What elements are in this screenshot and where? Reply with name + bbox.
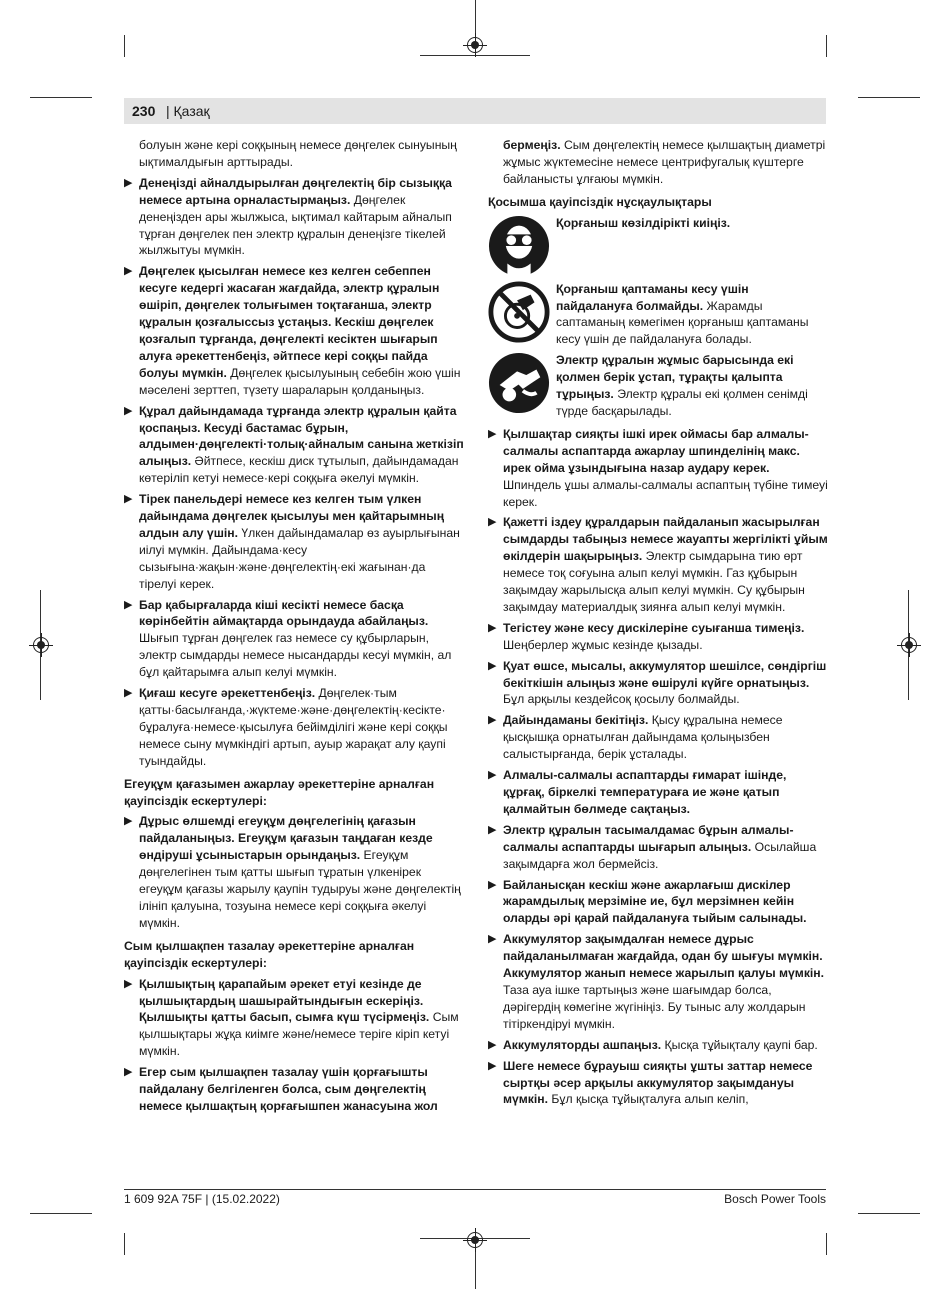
bullet-text: Әйтпесе, кескіш диск тұтылып, дайындамадан көтеріліп кетуі немесе·кері соққыға әкелуі мүмкін. <box>139 454 459 486</box>
intro-text: болуын және кері соққының немесе дөңгелек сынуының ықтималдығын арттырады. <box>139 138 457 169</box>
bullet-arrow-icon: ▶ <box>124 265 133 278</box>
bullet-bold-text: Дайындаманы бекітіңіз. <box>503 713 649 728</box>
bullet-item <box>488 822 828 873</box>
bullet-bold-text: Байланысқан кескіш және ажарлағыш дискілер жарамдылық мерзіміне ие, бұл мерзімнен кейін оларды әрі қарай пайдалануға тыйым салынады. <box>503 877 807 926</box>
crop-mark <box>30 97 92 98</box>
section-heading-wire-brush: Сым қылшақпен тазалау әрекеттеріне арналған қауіпсіздік ескертулері: <box>124 938 415 970</box>
right-column <box>488 137 828 1112</box>
bullet-text: Бұл арқылы кездейсоқ қосылу болмайды. <box>503 692 740 707</box>
brand-name: Bosch Power Tools <box>724 1192 826 1206</box>
bullet-arrow-icon: ▶ <box>488 714 497 727</box>
pictogram-goggles-text: Қорғаныш көзілдірікті киіңіз. <box>556 215 731 230</box>
bullet-bold-text: Электр құралын тасымалдамас бұрын алмалы-салмалы аспаптарды шығарып алыңыз. <box>503 822 794 854</box>
bullet-arrow-icon: ▶ <box>124 598 133 611</box>
bullet-bold-text: Құрал дайындамада тұрғанда электр құралын қайта қоспаңыз. Кесуді бастамас бұрын, алдымен·дөңгелекті·толық·айналым санына жеткізіп алыңыз. <box>139 403 464 469</box>
crop-mark <box>858 97 920 98</box>
bullet-bold-text: Қылшықтың қарапайым әрекет етуі кезінде де қылшықтардың шашырайтындығын ескеріңіз. Қылшықты қатты басып, сымға күш түсірмеңіз. <box>139 976 430 1025</box>
bullet-item <box>488 426 828 511</box>
section-heading-sanding: Егеуқұм қағазымен ажарлау әрекеттеріне арналған қауіпсіздік ескертулері: <box>124 776 435 808</box>
registration-mark-icon <box>467 1232 483 1248</box>
pictogram-no-guard <box>488 281 828 349</box>
bullet-arrow-icon: ▶ <box>124 815 133 828</box>
bullet-text: Шпиндель ұшы алмалы-салмалы аспаптың түбіне тимеуі керек. <box>503 477 828 509</box>
registration-mark-icon <box>467 37 483 53</box>
bullet-arrow-icon: ▶ <box>124 1066 133 1079</box>
items2 <box>124 813 464 931</box>
crop-mark <box>826 1233 827 1255</box>
bullet-item <box>124 263 464 398</box>
pictogram-two-hands-text: Электр құралын жұмыс барысында екі қолмен берік ұстап, тұрақты қалыпта тұрыңыз. Электр құралы екі қолмен сенімді түрде басқарылады. <box>556 353 808 418</box>
crop-mark <box>826 35 827 57</box>
bullet-text: Электр сымдарына тию өрт немесе тоқ соғуына алып келуі мүмкін. Газ құбырын зақымдау жарылысқа алып келуі мүмкін. Су құбырын зақымдау материалдық зиянға алып келуі мүмкін. <box>503 549 805 614</box>
bullet-bold-text: Алмалы-салмалы аспаптарды ғимарат ішінде, құрғақ, біркелкі температураға ие және қатып қалмайтын бөлмеде сақтаңыз. <box>503 768 787 816</box>
pictogram-two-hands <box>488 352 828 420</box>
crop-mark <box>124 35 125 57</box>
bullet-text: Егеуқұм дөңгелегінен тым қатты шығып тұратын үлкенірек егеуқұм қағазы жарылу қаупін тудыруы және дөңгелектің ілініп қалуына, тозуына немесе кері соққыға әкелуі мүмкін. <box>139 848 461 930</box>
safety-goggles-icon <box>488 215 550 277</box>
bullet-arrow-icon: ▶ <box>124 493 133 506</box>
bullet-item <box>488 767 828 818</box>
bullet-bold-text: Тегістеу және кесу дискілеріне суығанша тимеңіз. <box>503 620 805 635</box>
bullet-bold-text: Қажетті іздеу құралдарын пайдаланып жасырылған сымдарды табыңыз немесе жауапты жергілікті ұйым өкілдерін шақырыңыз. <box>503 515 828 564</box>
bullet-bold-text: Денеңізді айналдырылған дөңгелектің бір сызыққа немесе артына орналастырмаңыз. <box>139 175 452 207</box>
pictogram-no-guard-text: Қорғаныш қаптаманы кесу үшін пайдалануға болмайды. Жарамды саптаманың көмегімен қорғаныш қаптаманы кесу үшін де пайдалануға болады. <box>556 281 809 347</box>
bullet-arrow-icon: ▶ <box>488 1059 497 1072</box>
crop-mark <box>124 1233 125 1255</box>
bullet-bold-text: Бар қабырғаларда кіші кесікті немесе басқа көрінбейтін аймақтарда орындауда абайлаңыз. <box>139 597 429 629</box>
bullet-arrow-icon: ▶ <box>488 769 497 782</box>
bullet-arrow-icon: ▶ <box>488 933 497 946</box>
bullet-arrow-icon: ▶ <box>124 176 133 189</box>
bullet-text: Бұл қысқа тұйықталуға алып келіп, <box>548 1092 749 1107</box>
bullet-text: Қысу құралына немесе қысқышқа орнатылған дайындама қолыңызбен салыстырғанда, берік ұсталады. <box>503 713 783 762</box>
bullet-bold-text: Шеге немесе бұрауыш сияқты ұшты заттар немесе сыртқы әсер арқылы аккумулятор зақымдануы мүмкін. <box>503 1058 813 1107</box>
bullet-text: Шеңберлер жұмыс кезінде қызады. <box>503 637 703 652</box>
crop-mark <box>475 1250 476 1289</box>
registration-mark-icon <box>901 637 917 653</box>
bullet-arrow-icon: ▶ <box>488 516 497 529</box>
bullet-arrow-icon: ▶ <box>124 687 133 700</box>
section-heading-additional: Қосымша қауіпсіздік нұсқаулықтары <box>488 194 712 209</box>
bullet-item <box>124 813 464 931</box>
pictogram-goggles <box>488 215 828 273</box>
bullet-item <box>124 491 464 592</box>
bullet-item <box>124 175 464 260</box>
bullet-text: Сым қылшықтары жұқа киімге және/немесе теріге кіріп кетуі мүмкін. <box>139 1010 459 1059</box>
bullet-item <box>488 877 828 928</box>
bullet-text: Осылайша зақымдарға жол бермейсіз. <box>503 839 817 871</box>
items1 <box>124 175 464 770</box>
bullet-arrow-icon: ▶ <box>124 977 133 990</box>
bullet-arrow-icon: ▶ <box>488 659 497 672</box>
bullet-bold-text: Аккумуляторды ашпаңыз. <box>503 1037 662 1052</box>
bullet-item <box>488 620 828 654</box>
no-guard-for-cutting-icon <box>488 281 550 343</box>
bullet-text: Үлкен дайындамалар өз ауырлығынан иілуі мүмкін. Дайындама·кесу сызығына·жақын·және·дөңгелектің·екі жағынан·да тірелуі керек. <box>139 525 460 591</box>
bullet-text: Дөңгелек·тым қатты·басылғанда,·жүктеме·және·дөңгелектің·кесікте· бұралуға·немесе·қысылуға бейімділігі және кері соққы немесе сыну мүмкіндігі артып, ауыр жарақат алу қаупі туындайды. <box>139 686 448 768</box>
bullet-text: Қысқа тұйықталу қаупі бар. <box>661 1037 818 1052</box>
items3 <box>124 976 464 1115</box>
crop-mark <box>858 1213 920 1214</box>
bullet-item <box>124 976 464 1061</box>
registration-mark-icon <box>33 637 49 653</box>
footer-divider <box>124 1189 826 1190</box>
bullet-text: Дөңгелек қысылуының себебін жою үшін мәселені зерттеп, түзету шараларын қолданыңыз. <box>139 365 461 397</box>
document-id: 1 609 92A 75F | (15.02.2022) <box>124 1192 280 1206</box>
bullet-bold-text: Егер сым қылшақпен тазалау үшін қорғағышты пайдалану белгіленген болса, сым дөңгелектің немесе қылшақтың қорғағышпен жанасуына жол <box>139 1065 438 1113</box>
bullet-item <box>124 597 464 682</box>
bullet-item <box>124 1064 464 1115</box>
crop-mark <box>30 1213 92 1214</box>
page-number: 230 <box>132 103 156 119</box>
two-hands-grip-icon <box>488 352 550 414</box>
left-column <box>124 137 464 1119</box>
bullet-item <box>488 1037 828 1054</box>
bullet-text: Шығып тұрған дөңгелек газ немесе су құбырларын, электр сымдарды немесе нысандарды кесуі мүмкін, ал бұл қайтарымға алып келуі мүмкін. <box>139 631 452 680</box>
bullet-arrow-icon: ▶ <box>488 427 497 440</box>
bullet-bold-text: Қиғаш кесуге әрекеттенбеңіз. <box>139 686 316 701</box>
bullet-bold-text: Қылшақтар сияқты ішкі ирек оймасы бар алмалы-салмалы аспаптарда ажарлау шпинделінің макс. ирек ойма ұзындығына назар аудару керек. <box>503 426 809 475</box>
bullet-item <box>488 658 828 709</box>
page-header <box>124 98 826 124</box>
continued-text: бермеңіз. Сым дөңгелектің немесе қылшақтың диаметрі жұмыс жүктемесіне немесе центрифугалық күштерге байланысты ұлғаюы мүмкін. <box>503 138 826 186</box>
bullet-item <box>488 931 828 1032</box>
bullet-arrow-icon: ▶ <box>488 1038 497 1051</box>
bullet-bold-text: Тірек панельдері немесе кез келген тым үлкен дайындама дөңгелек қысылуы мен қайтарымның алдын алу үшін. <box>139 492 445 540</box>
bullet-bold-text: Дұрыс өлшемді егеуқұм дөңгелегінің қағазын пайдаланыңыз. Егеуқұм қағазын таңдаған кезде өндіруші ұсыныстарын орындаңыз. <box>139 814 433 863</box>
language-label: | Қазақ <box>166 103 210 119</box>
bullet-arrow-icon: ▶ <box>124 404 133 417</box>
bullet-arrow-icon: ▶ <box>488 621 497 634</box>
bullet-bold-text: Дөңгелек қысылған немесе кез келген себеппен кесуге кедергі жасаған жағдайда, электр құралын өшіріп, дөңгелек толығымен тоқтағанша, электр құралын қозғалыссыз ұстаңыз. Кескіш дөңгелек қозғалып тұрғанда, дөңгелекті кесіктен шығарып алуға әрекеттенбеңіз, әйтпесе кері соққы пайда болуы мүмкін. <box>139 264 440 380</box>
bullet-item <box>488 712 828 763</box>
bullet-bold-text: Қуат өшсе, мысалы, аккумулятор шешілсе, сөндіргіш бекіткішін алыңыз және өшірулі күйге орнатыңыз. <box>503 658 827 690</box>
bullet-text: Дөңгелек денеңізден ары жылжыса, ықтимал кайтарым айналып тұрған дөңгелек пен электр құралын денеңізге тікелей жылжытуы мүмкін. <box>139 192 452 258</box>
bullet-text: Таза ауа ішке тартыңыз және шағымдар болса, дәрігердің көмегіне жүгініңіз. Бу тыныс алу жолдарын тітіркендіруі мүмкін. <box>503 982 806 1031</box>
bullet-arrow-icon: ▶ <box>488 878 497 891</box>
bullet-item <box>124 685 464 770</box>
right-items <box>488 426 828 1108</box>
bullet-bold-text: Аккумулятор зақымдалған немесе дұрыс пайдаланылмаған жағдайда, одан бу шығуы мүмкін. Аккумулятор жанып немесе жарылып қалуы мүмкін. <box>503 932 825 981</box>
bullet-item <box>124 403 464 488</box>
bullet-item <box>488 1058 828 1109</box>
bullet-item <box>488 514 828 615</box>
bullet-arrow-icon: ▶ <box>488 823 497 836</box>
